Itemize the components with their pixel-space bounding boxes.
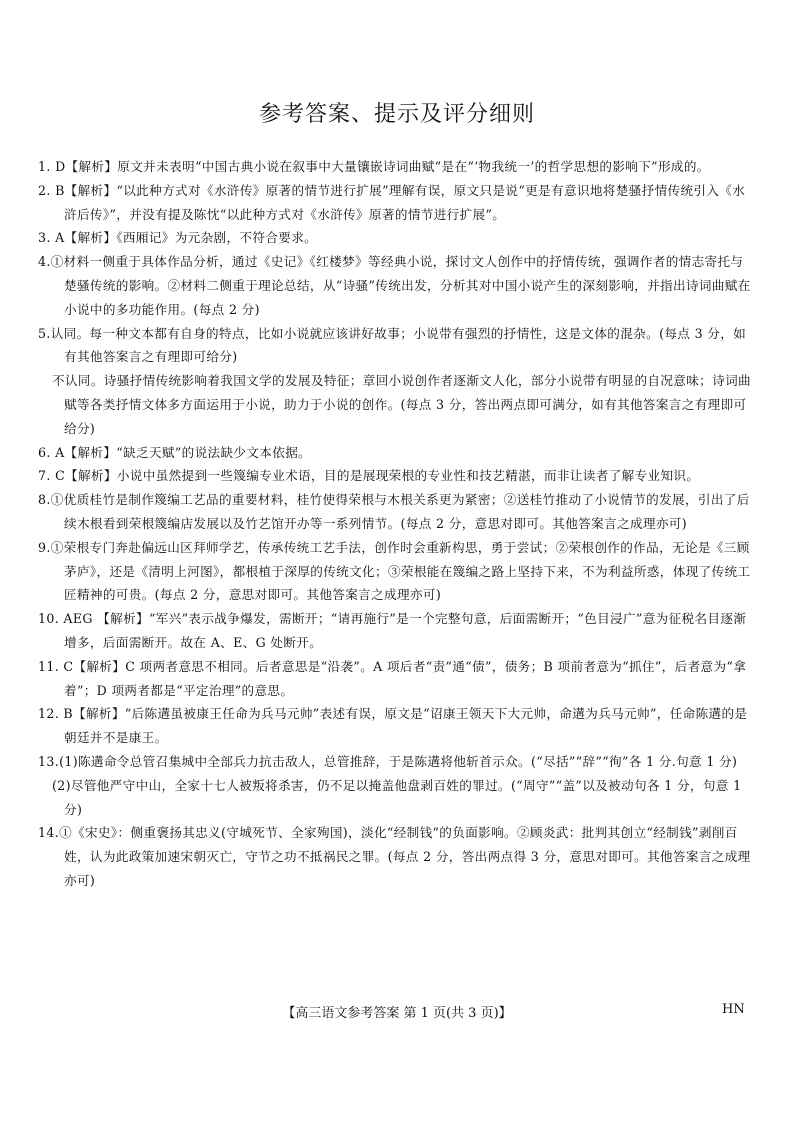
answer-item: 7. C【解析】小说中虽然提到一些篾编专业术语，目的是展现荣根的专业性和技艺精湛，而非让读者了解专业知识。 [38,468,700,484]
answer-item: 5.认同。每一种文本都有自身的特点，比如小说就应该讲好故事；小说带有强烈的抒情性，这是文体的混杂。(每点 3 分，如有其他答案言之有理即可给分) [38,325,747,365]
answer-item: 2. B【解析】“以此种方式对《水浒传》原著的情节进行扩展”理解有误，原文只是说“更是有意识地将楚骚抒情传统引入《水浒后传》”，并没有提及陈忱“以此种方式对《水浒传》原著的情节进行扩展”。 [38,182,746,222]
answer-item: 14.①《宋史》：侧重褒扬其忠义(守城死节、全家殉国)，淡化“经制钱”的负面影响。②顾炎武：批判其创立“经制钱”剥削百姓，认为此政策加速宋朝灭亡，守节之功不抵祸民之罪。(每点 2 分，答出两点得 3 分，意思对即可。其他答案言之成理亦可) [38,825,751,888]
answer-item: 3. A【解析】《西厢记》为元杂剧，不符合要求。 [38,230,318,246]
footer-page-info: 【高三语文参考答案 第 1 页(共 3 页)】 [282,1006,512,1021]
answer-item: 1. D【解析】原文并未表明“中国古典小说在叙事中大量镶嵌诗词曲赋”是在“‘物我统一’的哲学思想的影响下”形成的。 [38,159,710,174]
answer-item-continuation: 不认同。诗骚抒情传统影响着我国文学的发展及特征；章回小说创作者逐渐文人化，部分小说带有明显的自况意味；诗词曲赋等各类抒情文体多方面运用于小说，助力于小说的创作。(每点 3 分，答出两点即可满分，如有其他答案言之有理即可给分) [52,373,751,436]
answer-item: 4.①材料一侧重于具体作品分析，通过《史记》《红楼梦》等经典小说，探讨文人创作中的抒情传统，强调作者的情志寄托与楚骚传统的影响。②材料二侧重于理论总结，从“诗骚”传统出发，分析其对中国小说产生的深刻影响，并指出诗词曲赋在小说中的多功能作用。(每点 2 分) [38,254,751,317]
answer-item: 9.①荣根专门奔赴偏远山区拜师学艺，传承传统工艺手法，创作时会重新构思，勇于尝试；②荣根创作的作品，无论是《三顾茅庐》，还是《清明上河图》，都根植于深厚的传统文化；③荣根能在篾编之路上坚持下来，不为利益所惑，体现了传统工匠精神的可贵。(每点 2 分，意思对即可。其他答案言之成理亦可) [38,539,751,603]
answer-item: 6. A【解析】“缺乏天赋”的说法缺少文本依据。 [38,444,312,460]
answer-list [38,155,754,893]
page-title: 参考答案、提示及评分细则 [258,102,535,127]
answer-item: 8.①优质桂竹是制作篾编工艺品的重要材料，桂竹使得荣根与木根关系更为紧密；②送桂竹推动了小说情节的发展，引出了后续木根看到荣根篾编店发展以及竹艺馆开办等一系列情节。(每点 2 分，意思对即可。其他答案言之成理亦可) [38,492,750,531]
answer-item: 13.(1)陈遘命令总管召集城中全部兵力抗击敌人，总管推辞，于是陈遘将他斩首示众。(“尽括”“辞”“徇”各 1 分.句意 1 分) [38,753,738,769]
answer-item: 12. B【解析】“后陈遘虽被康王任命为兵马元帅”表述有误，原文是“诏康王领天下大元帅，命遘为兵马元帅”，任命陈遘的是朝廷并不是康王。 [38,706,748,746]
answer-item: 10. AEG 【解析】“军兴”表示战争爆发，需断开；“请再施行”是一个完整句意，后面需断开；“色目浸广”意为征税名目逐渐增多，后面需断开。故在 A、E、G 处断开。 [38,611,747,650]
answer-item: 11. C【解析】C 项两者意思不相同。后者意思是“沿袭”。A 项后者“责”通“债”，债务；B 项前者意为“抓住”，后者意为“拿着”；D 项两者都是“平定治理”的意思。 [38,658,747,698]
footer-region-code: HN [722,1002,745,1017]
answer-item-continuation: (2)尽管他严守中山，全家十七人被叛将杀害，仍不足以掩盖他盘剥百姓的罪过。(“周守”“盖”以及被动句各 1 分，句意 1 分) [52,777,742,817]
